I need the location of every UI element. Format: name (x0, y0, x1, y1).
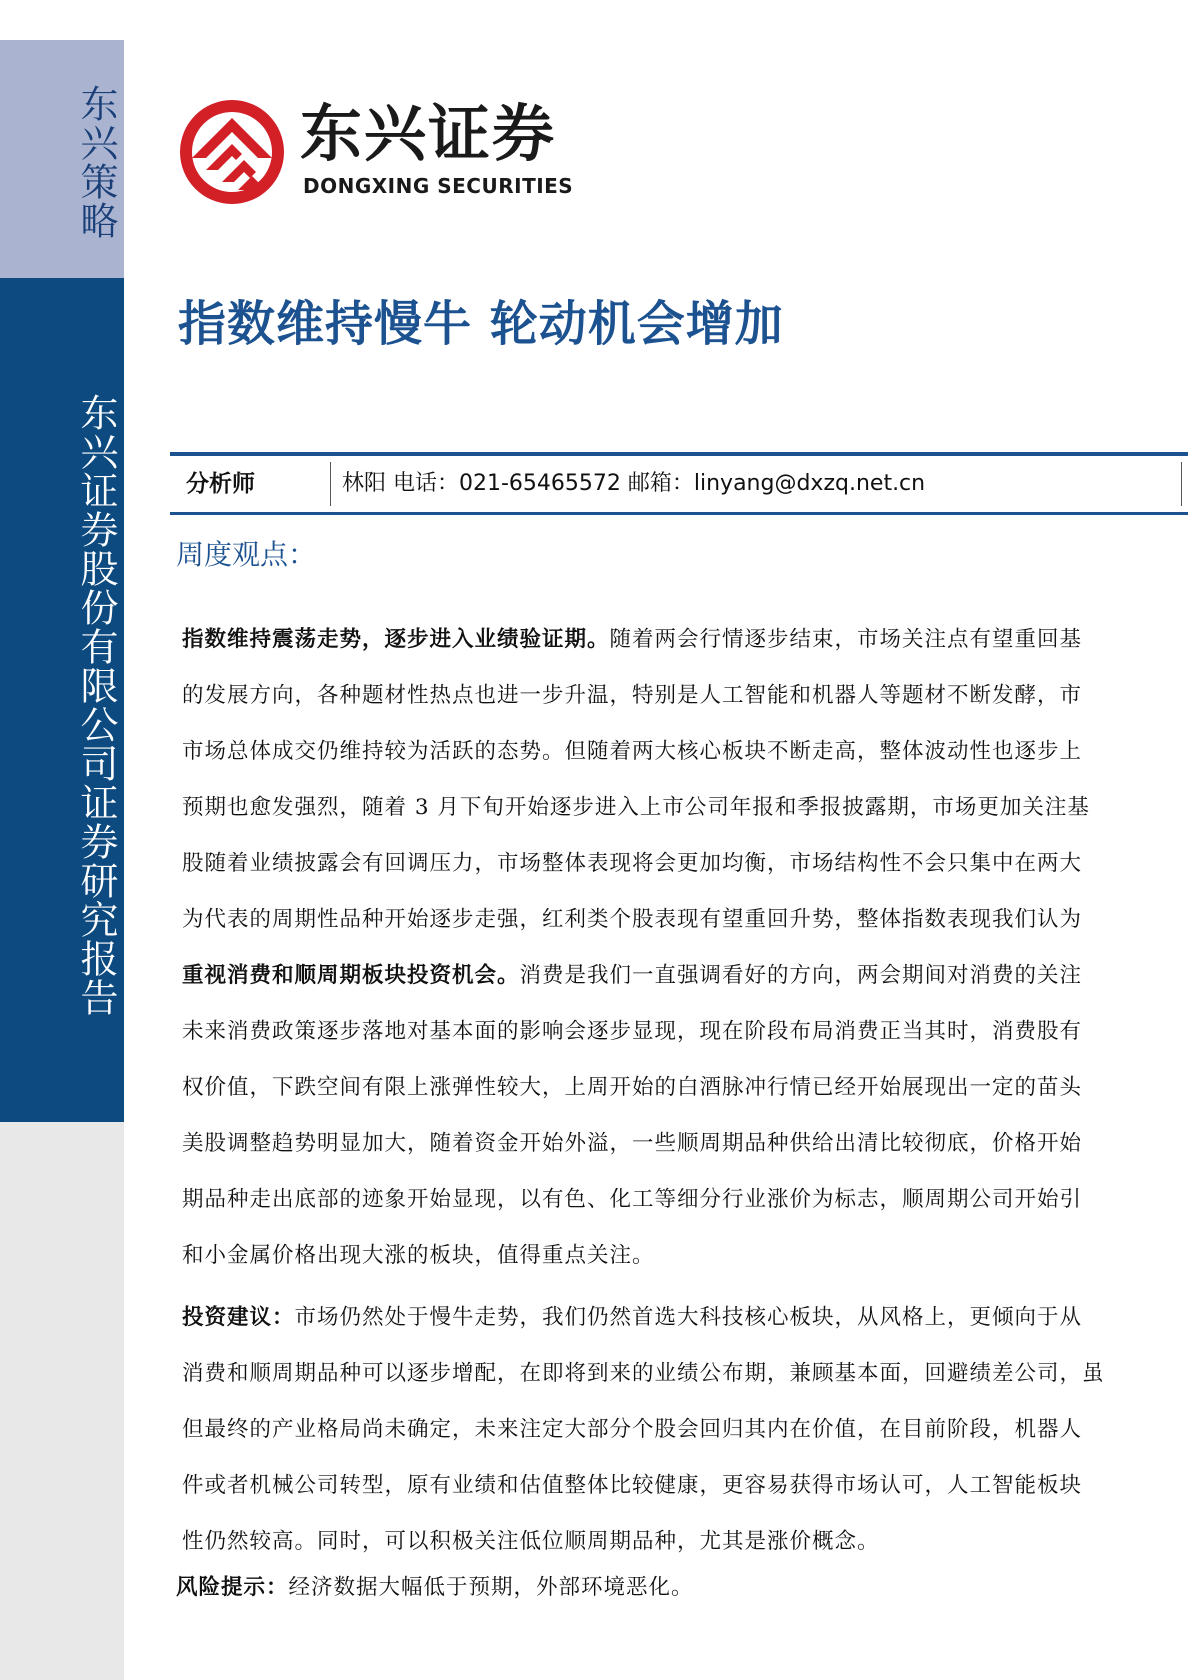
paragraph-line: 性仍然较高。同时，可以积极关注低位顺周期品种，尤其是涨价概念。 (182, 1529, 880, 1554)
sidebar-series-label: 东兴策略 (74, 84, 118, 240)
paragraph-text: 市场仍然处于慢牛走势，我们仍然首选大科技核心板块，从风格上，更倾向于从 (294, 1305, 1083, 1330)
paragraph-2 (182, 948, 1188, 1284)
paragraph-first-line (182, 612, 1188, 668)
paragraph-line: 消费和顺周期品种可以逐步增配，在即将到来的业绩公布期，兼顾基本面，回避绩差公司，虽 (182, 1361, 1105, 1386)
analyst-info: 林阳 电话：021-65465572 邮箱：linyang@dxzq.net.cn (342, 471, 926, 496)
paragraph-text: 消费是我们一直强调看好的方向，两会期间对消费的关注 (519, 963, 1083, 988)
paragraph-first-line (182, 948, 1188, 1004)
paragraph-line: 为代表的周期性品种开始逐步走强，红利类个股表现有望重回升势，整体指数表现我们认为 (182, 907, 1083, 932)
analyst-divider (330, 462, 331, 506)
paragraph-3 (182, 1290, 1188, 1570)
paragraph-line: 预期也愈发强烈，随着 3 月下旬开始逐步进入上市公司年报和季报披露期，市场更加关注基 (182, 795, 1090, 820)
paragraph-line: 美股调整趋势明显加大，随着资金开始外溢，一些顺周期品种供给出清比较彻底，价格开始 (182, 1131, 1083, 1156)
paragraph-line: 未来消费政策逐步落地对基本面的影响会逐步显现，现在阶段布局消费正当其时，消费股有 (182, 1019, 1083, 1044)
logo-name-cn: 东兴证券 (300, 97, 557, 170)
sidebar-company-report-label: 东兴证券股份有限公司证券研究报告 (74, 393, 118, 1017)
sidebar (0, 40, 124, 1680)
paragraph-lead: 重视消费和顺周期板块投资机会。 (182, 963, 520, 988)
paragraph-line: 的发展方向，各种题材性热点也进一步升温，特别是人工智能和机器人等题材不断发酵，市 (182, 683, 1083, 708)
paragraph-line: 和小金属价格出现大涨的板块，值得重点关注。 (182, 1243, 655, 1268)
report-title: 指数维持慢牛 轮动机会增加 (178, 296, 784, 352)
paragraph-lead: 指数维持震荡走势，逐步进入业绩验证期。 (182, 627, 610, 652)
analyst-label: 分析师 (186, 471, 255, 497)
risk-text: 经济数据大幅低于预期，外部环境恶化。 (288, 1575, 694, 1600)
logo-name-en: DONGXING SECURITIES (303, 174, 574, 198)
analyst-bar (170, 452, 1188, 515)
analyst-divider-right (1181, 462, 1182, 506)
risk-note (176, 1570, 694, 1601)
paragraph-text: 随着两会行情逐步结束，市场关注点有望重回基 (609, 627, 1083, 652)
sidebar-top-band (0, 40, 124, 278)
paragraph-lead: 投资建议： (182, 1305, 295, 1330)
paragraph-line: 股随着业绩披露会有回调压力，市场整体表现将会更加均衡，市场结构性不会只集中在两大 (182, 851, 1083, 876)
paragraph-line: 期品种走出底部的迹象开始显现，以有色、化工等细分行业涨价为标志，顺周期公司开始引 (182, 1187, 1083, 1212)
logo-emblem-icon (178, 98, 286, 206)
risk-lead: 风险提示： (176, 1575, 289, 1600)
paragraph-1 (182, 612, 1188, 948)
paragraph-line: 但最终的产业格局尚未确定，未来注定大部分个股会回归其内在价值，在目前阶段，机器人 (182, 1417, 1083, 1442)
paragraph-line: 件或者机械公司转型，原有业绩和估值整体比较健康，更容易获得市场认可，人工智能板块 (182, 1473, 1083, 1498)
paragraph-line: 市场总体成交仍维持较为活跃的态势。但随着两大核心板块不断走高，整体波动性也逐步上 (182, 739, 1083, 764)
company-logo (178, 98, 738, 206)
section-heading: 周度观点： (176, 538, 317, 571)
report-body (182, 612, 1188, 1570)
paragraph-line: 权价值，下跌空间有限上涨弹性较大，上周开始的白酒脉冲行情已经开始展现出一定的苗头 (182, 1075, 1083, 1100)
paragraph-first-line (182, 1290, 1188, 1346)
